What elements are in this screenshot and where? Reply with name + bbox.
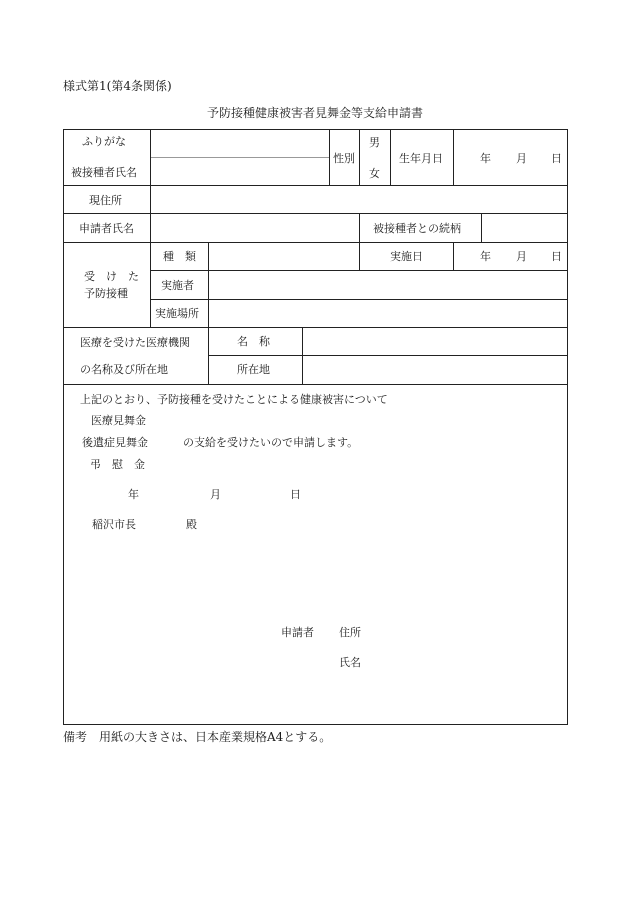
addressee: 稲沢市長 — [92, 518, 136, 531]
application-year: 年 — [128, 488, 139, 501]
application-day: 日 — [290, 488, 301, 501]
vaccination-year: 年 — [480, 250, 491, 263]
option-condolence[interactable]: 弔 慰 金 — [90, 458, 145, 471]
col-line — [208, 242, 209, 327]
sex-male-option[interactable]: 男 — [369, 136, 380, 149]
dob-year: 年 — [480, 152, 491, 165]
row-line — [63, 185, 568, 186]
medical-institution-label: 医療を受けた医療機関 — [80, 336, 190, 349]
row-line — [63, 384, 568, 385]
applicant-label: 申請者 — [281, 626, 314, 639]
honorific: 殿 — [186, 518, 197, 531]
sex-label: 性別 — [333, 152, 355, 165]
row-line — [63, 327, 568, 328]
row-line — [63, 213, 568, 214]
footnote: 備考 用紙の大きさは、日本産業規格A4とする。 — [63, 730, 332, 744]
address-label: 現住所 — [89, 194, 122, 207]
form-number: 様式第1(第4条関係) — [63, 79, 172, 93]
col-line — [329, 129, 330, 185]
vaccination-month: 月 — [516, 250, 527, 263]
vaccination-group-label-2: 予防接種 — [84, 287, 128, 300]
request-text: の支給を受けたいので申請します。 — [183, 436, 359, 449]
col-line — [150, 242, 151, 327]
relation-label: 被接種者との続柄 — [373, 222, 461, 235]
document-title: 予防接種健康被害者見舞金等支給申請書 — [206, 106, 423, 120]
applicant-name-signature-label: 氏名 — [339, 656, 361, 669]
dob-month: 月 — [516, 152, 527, 165]
statement-intro: 上記のとおり、予防接種を受けたことによる健康被害について — [80, 393, 388, 406]
col-line — [481, 213, 482, 242]
col-line — [390, 129, 391, 185]
col-line — [150, 129, 151, 185]
row-line — [150, 299, 568, 300]
col-line — [359, 213, 360, 242]
place-label: 実施場所 — [155, 307, 199, 320]
furigana-label: ふりがな — [82, 135, 126, 148]
option-medical-allowance[interactable]: 医療見舞金 — [91, 414, 146, 427]
application-form-table — [63, 129, 568, 725]
col-line — [359, 129, 360, 185]
applicant-name-label: 申請者氏名 — [79, 222, 134, 235]
sex-female-option[interactable]: 女 — [369, 167, 380, 180]
institution-address-label: 所在地 — [237, 363, 270, 376]
institution-name-label: 名 称 — [237, 335, 270, 348]
col-line — [150, 213, 151, 242]
furigana-divider — [150, 157, 329, 158]
vaccination-date-label: 実施日 — [390, 250, 423, 263]
dob-label: 生年月日 — [399, 152, 443, 165]
col-line — [453, 242, 454, 270]
option-aftereffect-allowance[interactable]: 後遺症見舞金 — [82, 436, 148, 449]
row-line — [63, 242, 568, 243]
applicant-address-label: 住所 — [339, 626, 361, 639]
provider-label: 実施者 — [161, 279, 194, 292]
row-line — [150, 270, 568, 271]
col-line — [453, 129, 454, 185]
col-line — [359, 242, 360, 270]
col-line — [208, 327, 209, 384]
medical-institution-label-2: の名称及び所在地 — [80, 363, 168, 376]
dob-day: 日 — [551, 152, 562, 165]
col-line — [302, 327, 303, 384]
col-line — [150, 185, 151, 213]
recipient-name-label: 被接種者氏名 — [71, 166, 137, 179]
application-month: 月 — [210, 488, 221, 501]
vaccination-day: 日 — [551, 250, 562, 263]
vaccine-type-label: 種 類 — [163, 250, 196, 263]
vaccination-group-label: 受 け た — [84, 270, 139, 283]
row-line — [208, 355, 568, 356]
